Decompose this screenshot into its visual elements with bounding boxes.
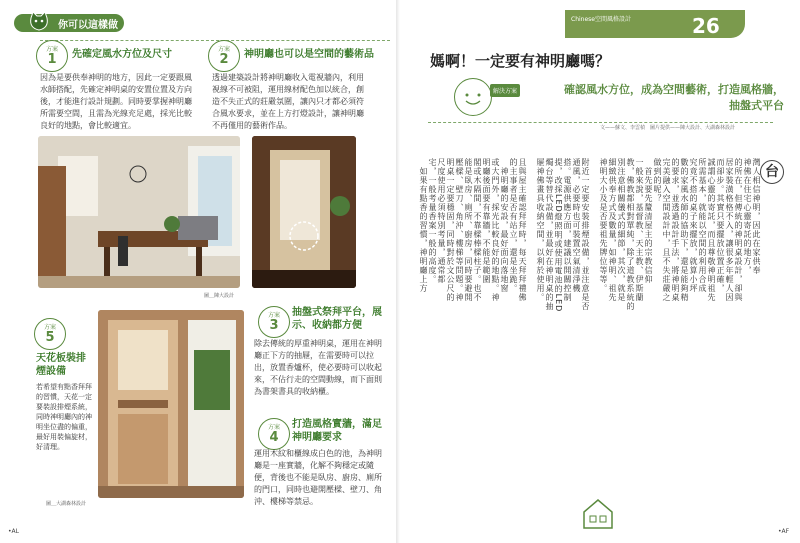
method-1-badge [36,40,68,72]
right-page [400,0,800,543]
article-column: 通風，必要時也可裝置空氣清淨機 [572,158,581,293]
page-title: 媽啊！一定要有神明廳嗎？ [430,52,611,70]
altar-cabinet-illustration [98,310,244,498]
method-4-badge [258,418,290,450]
subtitle-line-2: 抽盤式平台 [729,99,784,112]
photo-caption-1: 圖＿陳大設計 [204,293,235,299]
article-column: 提，改採LED燈照明或使用電池的LED [554,158,563,313]
article-column: 能是臥房、廁所、廚房，同時要避開 [464,158,473,302]
article-column: 別注意相關儀式的細節，其次，就是 [617,158,626,302]
method-5-badge [34,318,66,350]
article-column: 宅，一般考量香案一般的高度。 [428,158,437,284]
article-column: 而卻步。其實只要擺放位置正確， [716,158,725,293]
article-column: 明桌一定要穩固，同時對於文公尺的 [446,158,455,302]
method-4-title: 打造風格實牆，滿足神明廳要求 [292,419,382,443]
method-tag: 方案 [43,324,56,331]
author-credit: 文——蘇文、李雲楨 圖片提供——陳大設計、大湖森林設計 [600,125,736,131]
section-tab-label: 你可以這樣做 [58,20,118,31]
altar-niche-illustration [252,136,356,288]
article-body [412,158,792,498]
article-column: 一般來說，基督教、天主教、伊斯蘭 [635,158,644,302]
article-column: 壓樑、壁刀、角沖、樓梯等問題。神 [455,158,464,302]
subtitle-line-1: 確認風水方位，成為空間藝術，打造風格牆， [564,83,784,96]
section-label: Chinese空間風格設計 [571,16,631,23]
method-number: 1 [47,52,57,67]
article-column: 如果有點香的習慣，神明廳上方 [419,158,428,293]
method-5-body: 若希望有點香拜拜的習慣，天花一定要裝設排煙系統，同時神明廳內的神明坐位盡的偏重，最好用裝偏旋材，好清理。 [36,383,92,451]
method-3-badge [258,306,290,338]
method-tag: 方案 [45,46,58,53]
method-2-body: 透過建築設計將神明廳收入電視牆內，利用視線不可被阻，運用線材配色加以統合，創造不失正式的莊嚴氛圍，讓內只才都必須符合風水要求，並在上方打燈設計，讓神明廳不再僅用的藝術作品。 [212,73,364,130]
solution-tag: 解決方案 [490,84,520,97]
method-number: 5 [45,330,55,345]
method-2-title: 神明廳也可以是空間的藝術品 [244,49,374,60]
smiley-icon [455,79,491,115]
cat-mascot-icon [28,10,50,32]
article-column: 搭。電源供應方面，建議以開關控制 [563,158,572,302]
article-column: 或大門外，採光比較良好的地點。神 [491,158,500,302]
article-column: 明廳後面要有靠牆，不能是範圍 [482,158,491,284]
article-column: 數的家風水師的協助下，還是能夠精 [680,158,689,302]
dining-room-illustration [38,136,240,288]
page-subtitle [504,82,784,114]
title-divider [428,122,773,123]
article-column: 究竟不搭的桌子來擺放，就算小坪 [689,158,698,293]
method-tag: 方案 [267,424,280,431]
altar-cabinet-photo [98,310,244,498]
article-column: 做到的呢？ [653,158,662,203]
photo-caption-2: 圖＿大湖森林設計 [46,501,87,507]
top-divider [40,40,390,41]
method-2-badge [208,40,240,72]
article-column: 誠謂心靈的寄託，而且尊敬神明祖先 [707,158,716,302]
article-column: 所需基本，就能以空間的利用合成 [698,158,707,293]
article-column: 灣人相信神明，因此在家供奉 [752,158,761,275]
method-number: 4 [269,430,279,445]
article-column: 附近一定要安裝排煙設備，並注意是否 [581,158,590,311]
page-mark-left: •AL [8,528,19,535]
article-column: 的所在，但傳統的神明桌設計，卻與 [734,158,743,302]
article-column: 教，佛教都相對單純，除了道教系統的 [626,158,635,311]
article-column: 首先要先釐清屋主的宗教信仰 [644,158,653,284]
page-number: 26 [692,14,720,38]
article-column: 且與屋主確認拜拜時，每天拜拜禮佛 [518,158,527,302]
article-column: 燭台等替代設備，並最好在神明桌的抽 [545,158,554,311]
article-column: 居家裝潢格格不入，讓很多年輕人因 [725,158,734,302]
method-1-title: 先確定風水方位及尺寸 [72,49,172,60]
method-3-title: 抽盤式祭拜平台，展示、收納都方便 [292,307,382,331]
article-column: 的要求，並透過設計手法，將神明桌 [671,158,680,302]
method-1-body: 因為是要供奉神明的地方，因此一定要跟風水師搭配，先確定神明桌的安置位置及方向後，才能進行設計規劃。同時要掌握神明廳所需要空間，且需為光線充足處，採光比較良好的地點，會比較適宜。 [40,73,192,130]
method-number: 3 [269,318,279,333]
article-column: 屜神佛畫具收納空間，以利於使用。 [536,158,545,302]
method-tag: 方案 [217,46,230,53]
method-5-title: 天花板裝排煙設備 [36,353,86,377]
article-column: 的主事者是否有站立，還是坐跪。 [509,158,518,293]
solution-face-icon [454,78,492,116]
article-column: 閣或木隔間，不靠樑棒樑柱子。也不 [473,158,482,302]
article-column: 神佛在住宅心靈寄託的地方， [743,158,752,275]
method-3-body: 除去傳統的厚重神明桌，運用在神明廳正下方的抽屜，在需要時可以拉出，放置香爐杯，使必要時可以收起來，不佔行走的空間動線，而下面則為書架書具的收納櫃。 [254,339,382,396]
article-column: 尺度使用必須特別考量，通常都 [437,158,446,284]
altar-niche-photo [252,136,356,288]
method-number: 2 [219,52,229,67]
method-tag: 方案 [267,312,280,319]
house-icon [580,496,616,530]
page-mark-right: •AF [778,528,790,535]
article-column: 神明廳的安設，最好面向落地窗 [500,158,509,293]
method-4-body: 運用木紋和櫃線成白色的池，為神明廳是一座實牆，化解不夠穩定或隨便，背後也不能是臥房、廚房、廁所的門口，同時也避開壓樑、壁刀、角沖、樓梯等禁忌。 [254,449,382,506]
article-column: 完美融入空間設計中，且不失莊嚴之 [662,158,671,302]
drop-cap: 台 [760,160,784,184]
article-column: 細緻供奉方式及數量，如神明、祖先 [608,158,617,302]
dining-room-photo [38,136,240,288]
article-column: 神明大小及是否要祖先牌位等等。 [599,158,608,293]
